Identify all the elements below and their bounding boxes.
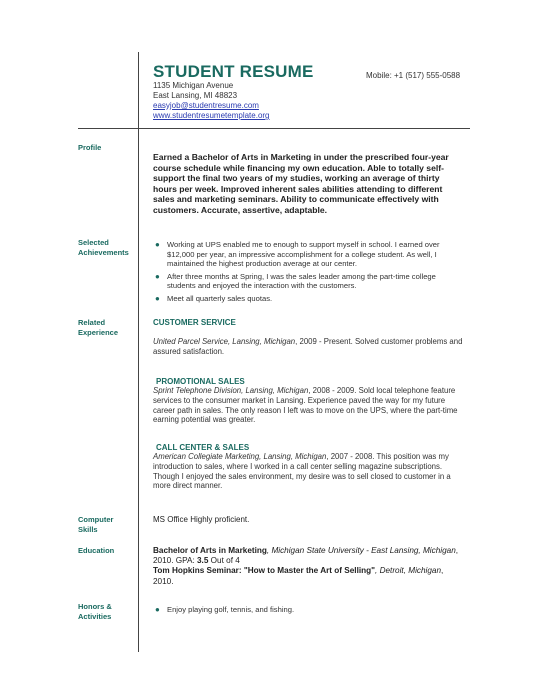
achievements-label: Selected Achievements xyxy=(78,238,129,257)
vertical-divider xyxy=(138,52,139,652)
email-link[interactable]: easyjob@studentresume.com xyxy=(153,101,259,110)
job-body-promotional-sales: Sprint Telephone Division, Lansing, Michigan, 2008 - 2009. Sold local telephone feature services to the consumer market in Lansing. Experience paved the way for my future career path in sales. The only reason I left was to move on the UPS, where the part-time earning potential was greater. xyxy=(153,386,458,425)
experience-label: Related Experience xyxy=(78,318,119,337)
mobile-number: Mobile: +1 (517) 555-0588 xyxy=(366,71,461,80)
computer-skills-label: Computer Skills xyxy=(78,515,114,534)
list-item: ● Meet all quarterly sales quotas. xyxy=(155,293,273,303)
job-heading-promotional-sales: PROMOTIONAL SALES xyxy=(156,377,245,386)
profile-label: Profile xyxy=(78,143,102,152)
education-block: Bachelor of Arts in Marketing, Michigan State University - East Lansing, Michigan, 2010. GPA: 3.5 Out of 4 Tom Hopkins Seminar: "How to Master the Art of Selling", Detroit, Michigan, 2010. xyxy=(153,546,459,586)
header-divider xyxy=(78,128,470,129)
resume-title: STUDENT RESUME xyxy=(153,62,314,81)
achievements-list xyxy=(153,240,463,307)
website-link[interactable]: www.studentresumetemplate.org xyxy=(153,111,270,120)
profile-text: Earned a Bachelor of Arts in Marketing in under the prescribed four-year course schedule while financing my own education. Able to totally self-support the final two years of my studies, working an average of thirty hours per week. Improved inherent sales abilities attending to different sales and marketing seminars. Ability to communicate effectively with customers. Accurate, assertive, adaptable. xyxy=(153,152,449,215)
job-heading-call-center: CALL CENTER & SALES xyxy=(156,443,250,452)
bullet-icon: ● xyxy=(155,293,160,303)
address-line-2: East Lansing, MI 48823 xyxy=(153,91,238,100)
job-body-call-center: American Collegiate Marketing, Lansing, Michigan, 2007 - 2008. This position was my introduction to sales, where I worked in a call center selling magazine subscriptions. Though I enjoyed the sales environment, my desire was to sell closed to customer in a more direct manner. xyxy=(153,452,451,491)
bullet-icon: ● xyxy=(155,271,160,281)
education-label: Education xyxy=(78,546,115,555)
contact-block xyxy=(153,81,270,121)
address-line-1: 1135 Michigan Avenue xyxy=(153,81,234,90)
computer-skills-text: MS Office Highly proficient. xyxy=(153,515,250,524)
list-item: ● Working at UPS enabled me to enough to support myself in school. I earned over $12,000 per year, an impressive accomplishment for a college student. As well, I maintained the highest production average at our center. xyxy=(155,240,440,269)
job-heading-customer-service: CUSTOMER SERVICE xyxy=(153,318,236,327)
bullet-icon: ● xyxy=(155,240,160,249)
honors-label: Honors & Activities xyxy=(78,602,112,621)
job-body-customer-service: United Parcel Service, Lansing, Michigan, 2009 - Present. Solved customer problems and assured satisfaction. xyxy=(153,337,463,356)
bullet-icon: ● xyxy=(155,605,160,614)
list-item: ● After three months at Spring, I was the sales leader among the part-time college students and enjoyed the interaction with the customers. xyxy=(155,271,436,291)
list-item: ● Enjoy playing golf, tennis, and fishing. xyxy=(155,605,295,614)
honors-list xyxy=(153,605,463,618)
